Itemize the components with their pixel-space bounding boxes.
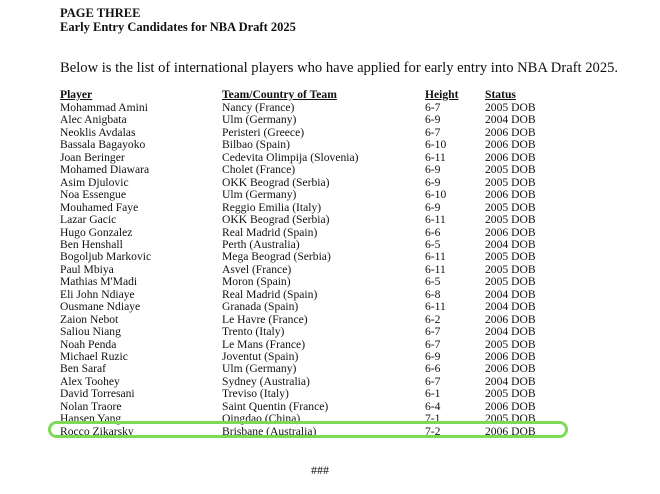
player-name: Zaion Nebot <box>60 312 119 326</box>
table-row <box>0 400 660 413</box>
player-name: Ousmane Ndiaye <box>60 300 141 314</box>
player-name: Eli John Ndiaye <box>60 287 135 301</box>
document-title: Early Entry Candidates for NBA Draft 2025 <box>60 20 296 34</box>
player-name: Hansen Yang <box>60 412 122 426</box>
player-status: 2006 DOB <box>485 362 536 376</box>
table-row <box>0 113 660 126</box>
player-status: 2006 DOB <box>485 424 536 438</box>
table-row <box>0 288 660 301</box>
player-name: Saliou Niang <box>60 325 121 339</box>
player-status: 2004 DOB <box>485 237 536 251</box>
player-status: 2005 DOB <box>485 262 536 276</box>
player-name: Bogoljub Markovic <box>60 250 152 264</box>
table-row <box>0 151 660 164</box>
player-name: Noa Essengue <box>60 188 127 202</box>
player-status: 2006 DOB <box>485 188 536 202</box>
table-row <box>0 101 660 114</box>
player-name: Neoklis Avdalas <box>60 125 136 139</box>
player-name: Mohamed Diawara <box>60 163 150 177</box>
player-height: 6-11 <box>425 300 446 314</box>
team-name: Trento (Italy) <box>222 325 285 339</box>
player-status: 2005 DOB <box>485 163 536 177</box>
team-name: Asvel (France) <box>222 262 292 276</box>
table-row <box>0 387 660 400</box>
team-name: Bilbao (Spain) <box>222 138 290 152</box>
table-row <box>0 176 660 189</box>
team-name: Granada (Spain) <box>222 300 299 314</box>
highlight-box <box>48 421 568 438</box>
player-name: Alex Toohey <box>60 374 120 388</box>
player-height: 6-7 <box>425 374 441 388</box>
player-height: 6-11 <box>425 213 446 227</box>
table-row <box>0 338 660 351</box>
player-height: 6-9 <box>425 113 441 127</box>
team-name: Ulm (Germany) <box>222 362 297 376</box>
player-name: Asim Djulovic <box>60 175 129 189</box>
player-name: Ben Henshall <box>60 237 123 251</box>
player-status: 2006 DOB <box>485 125 536 139</box>
player-height: 6-9 <box>425 163 441 177</box>
player-name: Rocco Zikarsky <box>60 424 134 438</box>
team-name: Sydney (Australia) <box>222 374 310 388</box>
table-row <box>0 250 660 263</box>
team-name: Nancy (France) <box>222 101 295 114</box>
table-row <box>0 325 660 338</box>
player-name: Lazar Gacic <box>60 213 117 227</box>
team-name: Ulm (Germany) <box>222 188 297 202</box>
team-name: OKK Beograd (Serbia) <box>222 213 330 227</box>
table-row <box>0 226 660 239</box>
player-status: 2005 DOB <box>485 275 536 289</box>
player-height: 7-1 <box>425 412 441 426</box>
player-status: 2006 DOB <box>485 225 536 239</box>
player-status: 2006 DOB <box>485 350 536 363</box>
column-header-height: Height <box>425 88 459 101</box>
player-height: 6-1 <box>425 387 441 401</box>
player-name: Noah Penda <box>60 337 117 351</box>
player-status: 2006 DOB <box>485 138 536 152</box>
player-height: 6-5 <box>425 237 441 251</box>
player-name: Bassala Bagayoko <box>60 138 146 152</box>
column-header-status: Status <box>485 88 516 101</box>
column-header-team: Team/Country of Team <box>222 88 337 101</box>
table-row <box>0 213 660 226</box>
player-name: Mouhamed Faye <box>60 200 139 214</box>
team-name: Moron (Spain) <box>222 275 291 289</box>
player-height: 6-2 <box>425 312 441 326</box>
table-row <box>0 350 660 363</box>
table-header-row <box>0 88 660 101</box>
player-status: 2005 DOB <box>485 412 536 426</box>
player-height: 6-9 <box>425 200 441 214</box>
team-name: Saint Quentin (France) <box>222 399 329 413</box>
player-height: 6-11 <box>425 150 446 164</box>
player-height: 6-11 <box>425 262 446 276</box>
player-height: 6-9 <box>425 350 441 363</box>
table-row <box>0 126 660 139</box>
player-height: 6-8 <box>425 287 441 301</box>
player-status: 2006 DOB <box>485 399 536 413</box>
player-status: 2005 DOB <box>485 200 536 214</box>
team-name: Cholet (France) <box>222 163 296 177</box>
table-row <box>0 138 660 151</box>
player-height: 6-5 <box>425 275 441 289</box>
team-name: Real Madrid (Spain) <box>222 287 318 301</box>
table-row <box>0 375 660 388</box>
player-status: 2005 DOB <box>485 175 536 189</box>
team-name: Brisbane (Australia) <box>222 424 317 438</box>
player-name: Paul Mbiya <box>60 262 114 276</box>
table-row <box>0 163 660 176</box>
player-status: 2004 DOB <box>485 300 536 314</box>
player-status: 2005 DOB <box>485 250 536 264</box>
table-row <box>0 362 660 375</box>
player-height: 6-7 <box>425 325 441 339</box>
column-header-player: Player <box>60 88 93 101</box>
player-height: 6-4 <box>425 399 441 413</box>
team-name: Joventut (Spain) <box>222 350 299 363</box>
end-marker: ### <box>311 463 329 477</box>
player-status: 2005 DOB <box>485 213 536 227</box>
player-height: 6-7 <box>425 337 441 351</box>
team-name: Ulm (Germany) <box>222 113 297 127</box>
team-name: OKK Beograd (Serbia) <box>222 175 330 189</box>
team-name: Perth (Australia) <box>222 237 300 251</box>
player-status: 2004 DOB <box>485 325 536 339</box>
player-name: Mohammad Amini <box>60 101 148 114</box>
player-name: Joan Beringer <box>60 150 125 164</box>
player-height: 7-2 <box>425 424 441 438</box>
player-name: Mathias M'Madi <box>60 275 138 289</box>
player-status: 2005 DOB <box>485 337 536 351</box>
team-name: Mega Beograd (Serbia) <box>222 250 331 264</box>
player-status: 2005 DOB <box>485 101 536 114</box>
table-row <box>0 263 660 276</box>
table-row <box>0 238 660 251</box>
player-name: Michael Ruzic <box>60 350 128 363</box>
player-name: Nolan Traore <box>60 399 122 413</box>
player-height: 6-10 <box>425 138 447 152</box>
player-height: 6-10 <box>425 188 447 202</box>
team-name: Le Havre (France) <box>222 312 308 326</box>
player-status: 2005 DOB <box>485 387 536 401</box>
table-row <box>0 313 660 326</box>
team-name: Peristeri (Greece) <box>222 125 305 139</box>
player-status: 2006 DOB <box>485 312 536 326</box>
player-name: David Torresani <box>60 387 135 401</box>
table-row <box>0 275 660 288</box>
table-row <box>0 300 660 313</box>
player-name: Hugo Gonzalez <box>60 225 133 239</box>
player-height: 6-7 <box>425 125 441 139</box>
team-name: Treviso (Italy) <box>222 387 289 401</box>
player-status: 2004 DOB <box>485 287 536 301</box>
player-name: Ben Saraf <box>60 362 107 376</box>
table-row <box>0 201 660 214</box>
team-name: Cedevita Olimpija (Slovenia) <box>222 150 359 164</box>
table-row <box>0 188 660 201</box>
player-status: 2006 DOB <box>485 150 536 164</box>
player-status: 2004 DOB <box>485 113 536 127</box>
player-height: 6-6 <box>425 225 441 239</box>
player-height: 6-11 <box>425 250 446 264</box>
player-height: 6-7 <box>425 101 441 114</box>
team-name: Le Mans (France) <box>222 337 306 351</box>
team-name: Reggio Emilia (Italy) <box>222 200 322 214</box>
intro-paragraph: Below is the list of international players who have applied for early entry into NBA Draft 2025. <box>60 60 619 76</box>
team-name: Qingdao (China) <box>222 412 301 426</box>
player-status: 2004 DOB <box>485 374 536 388</box>
team-name: Real Madrid (Spain) <box>222 225 318 239</box>
player-height: 6-6 <box>425 362 441 376</box>
player-name: Alec Anigbata <box>60 113 127 127</box>
player-height: 6-9 <box>425 175 441 189</box>
page-label: PAGE THREE <box>60 6 141 20</box>
